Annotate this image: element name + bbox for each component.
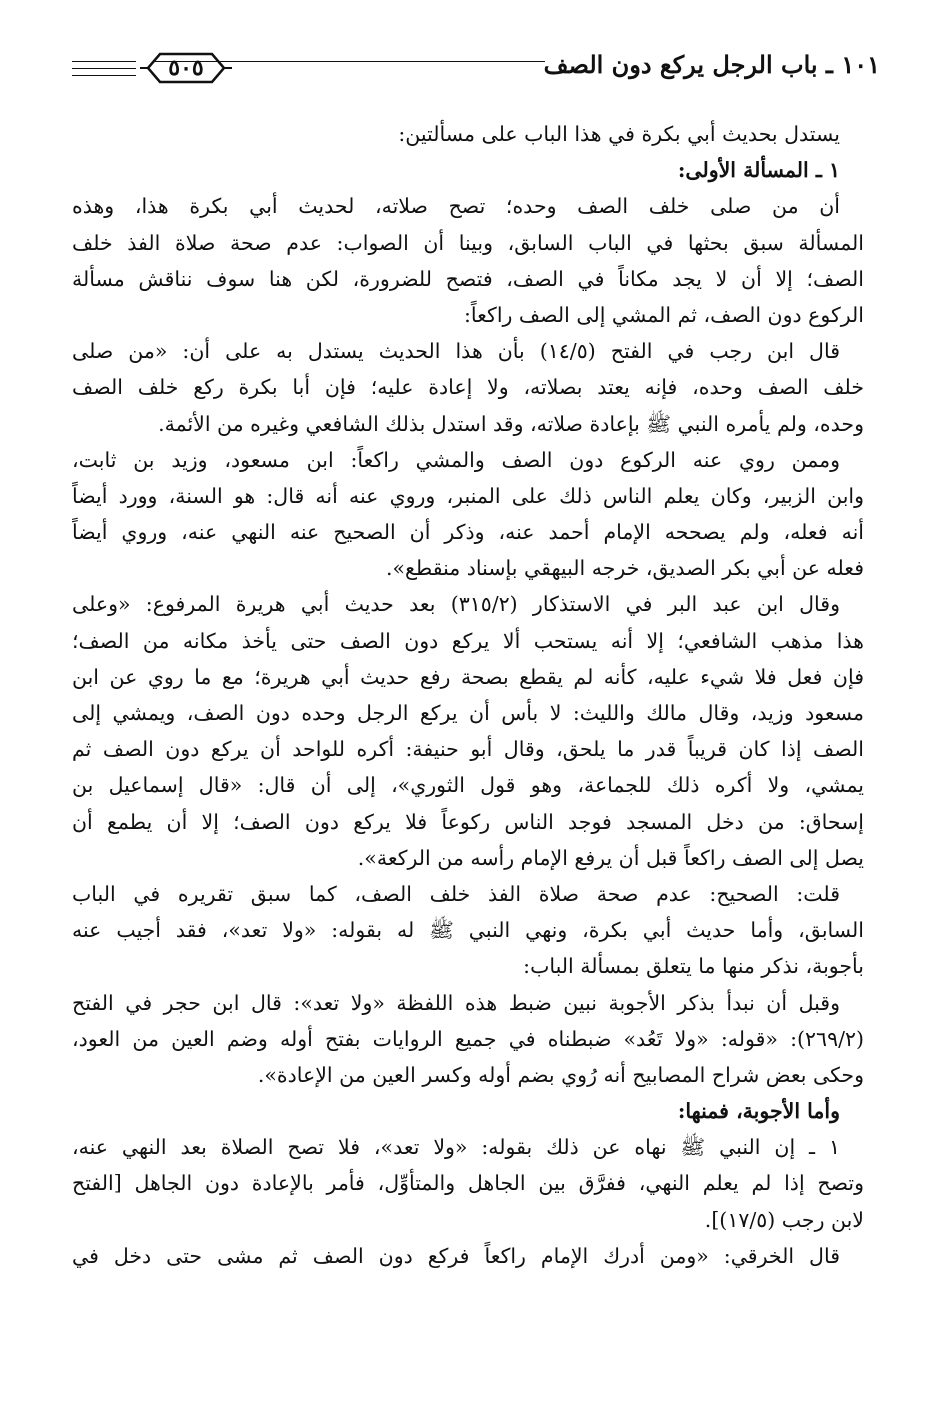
page-body xyxy=(72,116,864,1274)
section-heading: ١ ـ المسألة الأولى: xyxy=(677,158,840,183)
header-rule xyxy=(72,68,136,69)
chapter-title: ١٠١ ـ باب الرجل يركع دون الصف xyxy=(543,50,880,79)
text-line: وحده، ولم يأمره النبي ﷺ بإعادة صلاته، وقد استدل بذلك الشافعي وغيره من الأئمة. xyxy=(158,411,864,436)
text-line: يمشي، ولا أكره ذلك للجماعة، وهو قول الثوري»، إلى أن قال: «قال إسماعيل بن xyxy=(72,773,864,798)
text-line: وقال ابن عبد البر في الاستذكار (٣١٥/٢) بعد حديث أبي هريرة المرفوع: «وعلى xyxy=(72,592,840,617)
text-line: فعله عن أبي بكر الصديق، خرجه البيهقي بإسناد منقطع». xyxy=(385,556,864,581)
text-line: يستدل بحديث أبي بكرة في هذا الباب على مسألتين: xyxy=(398,122,840,146)
text-line: مسعود وزيد، وقال مالك والليث: لا بأس أن يركع الرجل وحده دون الصف، ويمشي إلى xyxy=(72,701,864,725)
text-line: لابن رجب (١٧/٥)]. xyxy=(704,1207,864,1232)
text-line: قلت: الصحيح: عدم صحة صلاة الفذ خلف الصف، كما سبق تقريره في الباب xyxy=(72,881,840,906)
text-line: خلف الصف وحده، فإنه يعتد بصلاته، ولا إعادة عليه؛ فإن أبا بكرة ركع خلف الصف xyxy=(72,375,864,400)
text-line: الركوع دون الصف، ثم المشي إلى الصف راكعاً: xyxy=(464,302,864,327)
text-line: وقبل أن نبدأ بذكر الأجوبة نبين ضبط هذه اللفظة «ولا تعد»: قال ابن حجر في الفتح xyxy=(72,990,840,1015)
text-line: قال ابن رجب في الفتح (١٤/٥) بأن هذا الحديث يستدل به على أن: «من صلى xyxy=(72,339,840,364)
text-line: إسحاق: من دخل المسجد فوجد الناس ركوعاً فلا يركع دون الصف؛ إلا أن يطمع أن xyxy=(72,809,864,834)
text-line: السابق، وأما حديث أبي بكرة، ونهي النبي ﷺ له بقوله: «ولا تعد»، فقد أجيب عنه xyxy=(72,918,864,943)
text-line: بأجوبة، نذكر منها ما يتعلق بمسألة الباب: xyxy=(523,954,864,979)
text-line: وممن روي عنه الركوع دون الصف والمشي راكعاً: ابن مسعود، وزيد بن ثابت، xyxy=(72,447,840,472)
page-number-badge xyxy=(138,48,234,88)
text-line: وتصح إذا لم يعلم النهي، ففرَّق بين الجاهل والمتأوِّل، فأمر بالإعادة دون الجاهل [الفتح xyxy=(72,1171,864,1196)
text-line: أنه فعله، ولم يصححه الإمام أحمد عنه، وذكر أن الصحيح عنه النهي عنه، وروي أيضاً xyxy=(72,520,864,545)
text-line: قال الخرقي: «ومن أدرك الإمام راكعاً فركع دون الصف ثم مشى حتى دخل في xyxy=(72,1243,840,1268)
text-line: (٢٦٩/٢): «قوله: «ولا تَعُد» ضبطناه في جميع الروايات بفتح أوله وضم العين من العود، xyxy=(72,1026,864,1051)
text-line: وابن الزبير، وكان يعلم الناس ذلك على المنبر، وروي عنه أنه قال: هو السنة، وورد أيضاً xyxy=(72,483,864,508)
text-line: ١ ـ إن النبي ﷺ نهاه عن ذلك بقوله: «ولا تعد»، فلا تصح الصلاة بعد النهي عنه، xyxy=(72,1135,840,1160)
page-header xyxy=(60,46,880,94)
text-line: أن من صلى خلف الصف وحده؛ تصح صلاته، لحديث أبي بكرة هذا، وهذه xyxy=(72,194,840,219)
text-line: يصل إلى الصف راكعاً قبل أن يرفع الإمام رأسه من الركعة». xyxy=(357,845,864,870)
text-line: فإن فعل فلا شيء عليه، كأنه لم يقطع بصحة رفع حديث أبي هريرة؛ مع ما روي عن ابن xyxy=(72,664,864,689)
text-line: المسألة سبق بحثها في الباب السابق، وبينا أن الصواب: عدم صحة صلاة الفذ خلف xyxy=(72,230,864,255)
header-rule xyxy=(72,61,136,62)
text-line: الصف؛ إلا أن لا يجد مكاناً في الصف، فتصح للضرورة، لكن هنا سوف نناقش مسألة xyxy=(72,266,864,291)
text-line: الصف إذا كان قريباً قدر ما يلحق، وقال أبو حنيفة: أكره للواحد أن يركع دون الصف ثم xyxy=(72,737,864,762)
section-heading: وأما الأجوبة، فمنها: xyxy=(677,1099,840,1124)
page-number: ٥٠٥ xyxy=(168,55,204,81)
header-rule xyxy=(72,75,136,76)
text-line: وحكى بعض شراح المصابيح أنه رُوي بضم أوله وكسر العين من الإعادة». xyxy=(257,1062,864,1087)
text-line: هذا مذهب الشافعي؛ إلا أنه يستحب ألا يركع دون الصف حتى يأخذ مكانه من الصف؛ xyxy=(72,628,864,653)
